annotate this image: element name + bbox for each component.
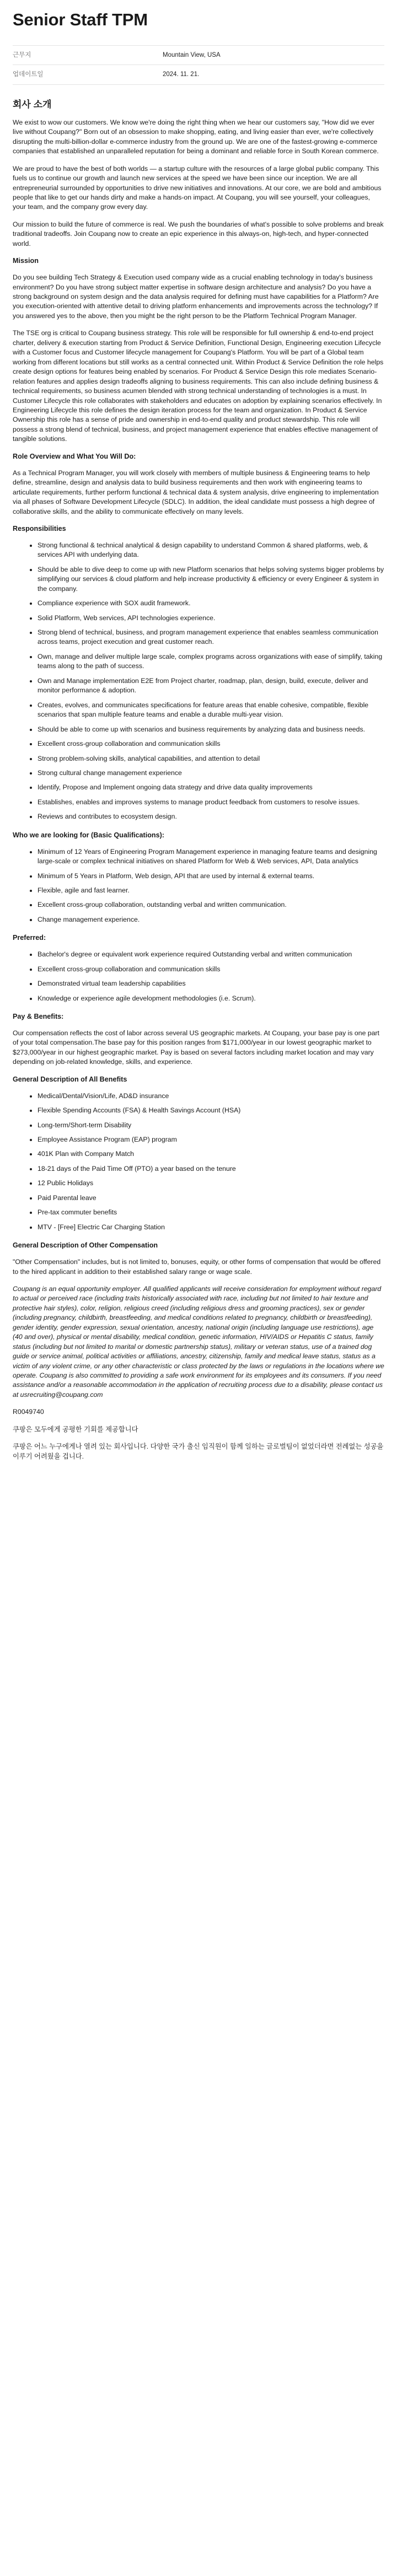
list-item: • Paid Parental leave — [37, 1193, 384, 1203]
list-item: • Minimum of 12 Years of Engineering Program Management experience in managing feature teams and designing large-scale or complex technical initiatives on shared Platform for Web & Web services, API, Data analytics — [37, 847, 384, 867]
other-compensation-paragraph: "Other Compensation" includes, but is not limited to, bonuses, equity, or other forms of compensation that would be offered to the hired applicant in addition to their established salary range or wage scale. — [13, 1258, 381, 1276]
list-item: • Identify, Propose and Implement ongoing data strategy and drive data quality improvements — [37, 783, 384, 792]
list-item: • Medical/Dental/Vision/Life, AD&D insurance — [37, 1091, 384, 1101]
list-item: • Pre-tax commuter benefits — [37, 1208, 384, 1217]
meta-row-updated — [13, 65, 384, 84]
list-item: • Strong problem-solving skills, analytical capabilities, and attention to detail — [37, 754, 384, 763]
benefits-heading: General Description of All Benefits — [13, 1075, 127, 1083]
mission-paragraph: Do you see building Tech Strategy & Execution used company wide as a crucial enabling technology in today's business environment? Do you have strong subject matter expertise in software design architecture and analysis? Do you have a strong background on system design and the data analysis required for defining must have capabilities for a Platform? Are you execution-oriented with attentive detail to driving platform enhancements and improvements across the technology? If you answered yes to the above, then you might be the right person to be the Platform Technical Program Manager. — [13, 273, 379, 320]
meta-value: Mountain View, USA — [163, 46, 384, 65]
meta-label: 근무지 — [13, 46, 163, 65]
footer-heading: 쿠팡은 모두에게 공평한 기회를 제공합니다 — [13, 1425, 138, 1433]
list-item: • Knowledge or experience agile development methodologies (i.e. Scrum). — [37, 994, 384, 1003]
list-item: • Own and Manage implementation E2E from Project charter, roadmap, plan, design, build, execute, deliver and monitor performance & adoption. — [37, 676, 384, 696]
list-item: • Long-term/Short-term Disability — [37, 1121, 384, 1130]
list-item: • Excellent cross-group collaboration and communication skills — [37, 739, 384, 749]
list-item: • Excellent cross-group collaboration and communication skills — [37, 965, 384, 974]
list-item: • Should be able to dive deep to come up with new Platform scenarios that helps solving systems bigger problems by simplifying our services & cloud platform and help increase productivity & efficiency or every Engineer & system in the company. — [37, 565, 384, 594]
mission-paragraph: The TSE org is critical to Coupang business strategy. This role will be responsible for full ownership & end-to-end project charter, delivery & execution starting from Product & Service Definition, Functional Design, Engineering execution Lifecycle with a Customer focus and Customer lifecycle management for Coupang's Platform. You will be part of a Global team working from different locations but still works as a central connected unit. Within Product & Service Definition the role helps create design options for features being enabled by scenarios. For Product & Service Design this role mediates Scenario-relation features and applies design tradeoffs aligning to business requirements. This can also include defining business & technical requirements, so business acumen blended with strong technical understanding of technologies is a must. In Customer Lifecycle this role collaborates with stakeholders and educates on adoption by explaining scenarios effectively. In Engineering Lifecycle this role defines the design iteration process for the team and organization. In Product & Service Ownership this role has a sense of pride and ownership in end-to-end quality and product stewardship. This role will possess a strong blend of technical, business, and project management experience that enables effective management of tangible solutions. — [13, 329, 384, 443]
list-item: • Creates, evolves, and communicates specifications for feature areas that enable cohesive, compatible, flexible scenarios that span multiple feature teams and enable a durable multi-year vision. — [37, 701, 384, 720]
list-item: • Minimum of 5 Years in Platform, Web design, API that are used by internal & external teams. — [37, 872, 384, 881]
preferred-list — [13, 950, 384, 1003]
list-item: • Compliance experience with SOX audit framework. — [37, 599, 384, 608]
list-item: • 18-21 days of the Paid Time Off (PTO) a year based on the tenure — [37, 1164, 384, 1174]
meta-value: 2024. 11. 21. — [163, 65, 384, 84]
intro-paragraph: We are proud to have the best of both worlds — a startup culture with the resources of a large global public company. This fuels us to continue our growth and launch new services at the speed we have been since our inception. We are all entrepreneurial surrounded by opportunities to drive new initiatives and innovations. At our core, we are bold and ambitious people that like to get our hands dirty and make a hands-on impact. At Coupang, you will see yourself, your colleagues, your team, and the company grow every day. — [13, 164, 382, 211]
intro-paragraph: We exist to wow our customers. We know we're doing the right thing when we hear our customers say, "How did we ever live without Coupang?" Born out of an obsession to make shopping, eating, and living easier than ever, we're collectively disrupting the multi-billion-dollar e-commerce industry from the ground up. We are one of the fastest-growing e-commerce companies that established an unparalleled reputation for being a dominant and reliable force in South Korean commerce. — [13, 118, 379, 155]
section-title: 회사 소개 — [13, 99, 52, 110]
responsibilities-heading: Responsibilities — [13, 524, 66, 533]
pay-paragraph: Our compensation reflects the cost of labor across several US geographic markets. At Coupang, your base pay is one part of your total compensation.The base pay for this position ranges from $171,000/year in our lowest geographic market to $273,000/year in our highest geographic market. Pay is based on several factors including market location and may vary depending on job-related knowledge, skills, and experience. — [13, 1029, 380, 1066]
pay-heading: Pay & Benefits: — [13, 1013, 64, 1021]
list-item: • Establishes, enables and improves systems to manage product feedback from customers to resolve issues. — [37, 798, 384, 807]
responsibilities-list — [13, 541, 384, 822]
list-item: • Own, manage and deliver multiple large scale, complex programs across organizations with ease of simplify, taking teams along to the path of success. — [37, 652, 384, 671]
list-item: • Demonstrated virtual team leadership capabilities — [37, 979, 384, 988]
list-item: • Flexible, agile and fast learner. — [37, 886, 384, 895]
intro-paragraph: Our mission to build the future of commerce is real. We push the boundaries of what's possible to solve problems and break traditional tradeoffs. Join Coupang now to create an epic experience in this always-on, high-tech, and hyper-connected world. — [13, 220, 384, 248]
basic-qualifications-list — [13, 847, 384, 925]
footer-paragraph: 쿠팡은 어느 누구에게나 열려 있는 회사입니다. 다양한 국가 출신 임직원이 함께 일하는 글로벌팀이 없었더라면 전례없는 성공을 이루기 어려웠을 겁니다. — [13, 1443, 384, 1460]
list-item: • Strong blend of technical, business, and program management experience that enables seamless communication across teams, project execution and great customer reach. — [37, 628, 384, 647]
mission-heading: Mission — [13, 257, 39, 265]
list-item: • Reviews and contributes to ecosystem design. — [37, 812, 384, 821]
list-item: • 12 Public Holidays — [37, 1179, 384, 1188]
list-item: • Excellent cross-group collaboration, outstanding verbal and written communication. — [37, 900, 384, 910]
meta-row-location — [13, 46, 384, 65]
list-item: • Change management experience. — [37, 915, 384, 924]
preferred-heading: Preferred: — [13, 934, 46, 942]
list-item: • Bachelor's degree or equivalent work experience required Outstanding verbal and written communication — [37, 950, 384, 959]
other-compensation-heading: General Description of Other Compensation — [13, 1241, 158, 1250]
basic-qualifications-heading: Who we are looking for (Basic Qualifications): — [13, 831, 164, 839]
meta-label: 업데이트일 — [13, 65, 163, 84]
role-heading: Role Overview and What You Will Do: — [13, 452, 136, 460]
list-item: • Strong functional & technical analytical & design capability to understand Common & shared platforms, web, & services API with underlying data. — [37, 541, 384, 560]
list-item: • Strong cultural change management experience — [37, 768, 384, 778]
benefits-list — [13, 1091, 384, 1233]
job-id: R0049740 — [13, 1408, 44, 1416]
list-item: • Should be able to come up with scenarios and business requirements by analyzing data and business needs. — [37, 725, 384, 734]
job-meta-table — [13, 45, 384, 85]
list-item: • Flexible Spending Accounts (FSA) & Health Savings Account (HSA) — [37, 1106, 384, 1115]
eeo-statement: Coupang is an equal opportunity employer. All qualified applicants will receive consideration for employment without regard to actual or perceived race (including traits historically associated with race, including but not limited to hair texture and protective hair styles), color, religion, religious creed (including religious dress and grooming practices), sex or gender (including pregnancy, childbirth, breastfeeding, and medical conditions related to pregnancy, childbirth or breastfeeding), gender identity, gender expression, sexual orientation, ancestry, national origin (including language use restrictions), age (40 and over), physical or mental disability, medical condition, genetic information, HIV/AIDS or Hepatitis C status, family status (including but not limited to marital or domestic partnership status), military or veteran status, use of a trained dog guide or service animal, political activities or affiliations, ancestry, citizenship, family and medical leave status, status as a victim of any violent crime, or any other characteristic or class protected by the laws or regulations in the locations where we operate. Coupang is also committed to providing a safe work environment for its employees and its consumers. If you need assistance and/or a reasonable accommodation in the application of recruiting process due to a disability, please contact us at usrecruiting@coupang.com — [13, 1284, 384, 1399]
list-item: • Employee Assistance Program (EAP) program — [37, 1135, 384, 1144]
page-title: Senior Staff TPM — [13, 10, 148, 29]
list-item: • MTV - [Free] Electric Car Charging Station — [37, 1223, 384, 1232]
list-item: • Solid Platform, Web services, API technologies experience. — [37, 614, 384, 623]
list-item: • 401K Plan with Company Match — [37, 1149, 384, 1159]
role-paragraph: As a Technical Program Manager, you will work closely with members of multiple business & Engineering teams to help define, streamline, design and analysis data to build business requirements and then work with engineering teams to articulate requirements, further perform functional & technical data & system analysis, drive engineering to implementation via all phases of Software Development Lifecycle (SDLC). In addition, the ideal candidate must possess a high degree of collaborative skills, and the ability to communicate effectively on many levels. — [13, 469, 379, 515]
